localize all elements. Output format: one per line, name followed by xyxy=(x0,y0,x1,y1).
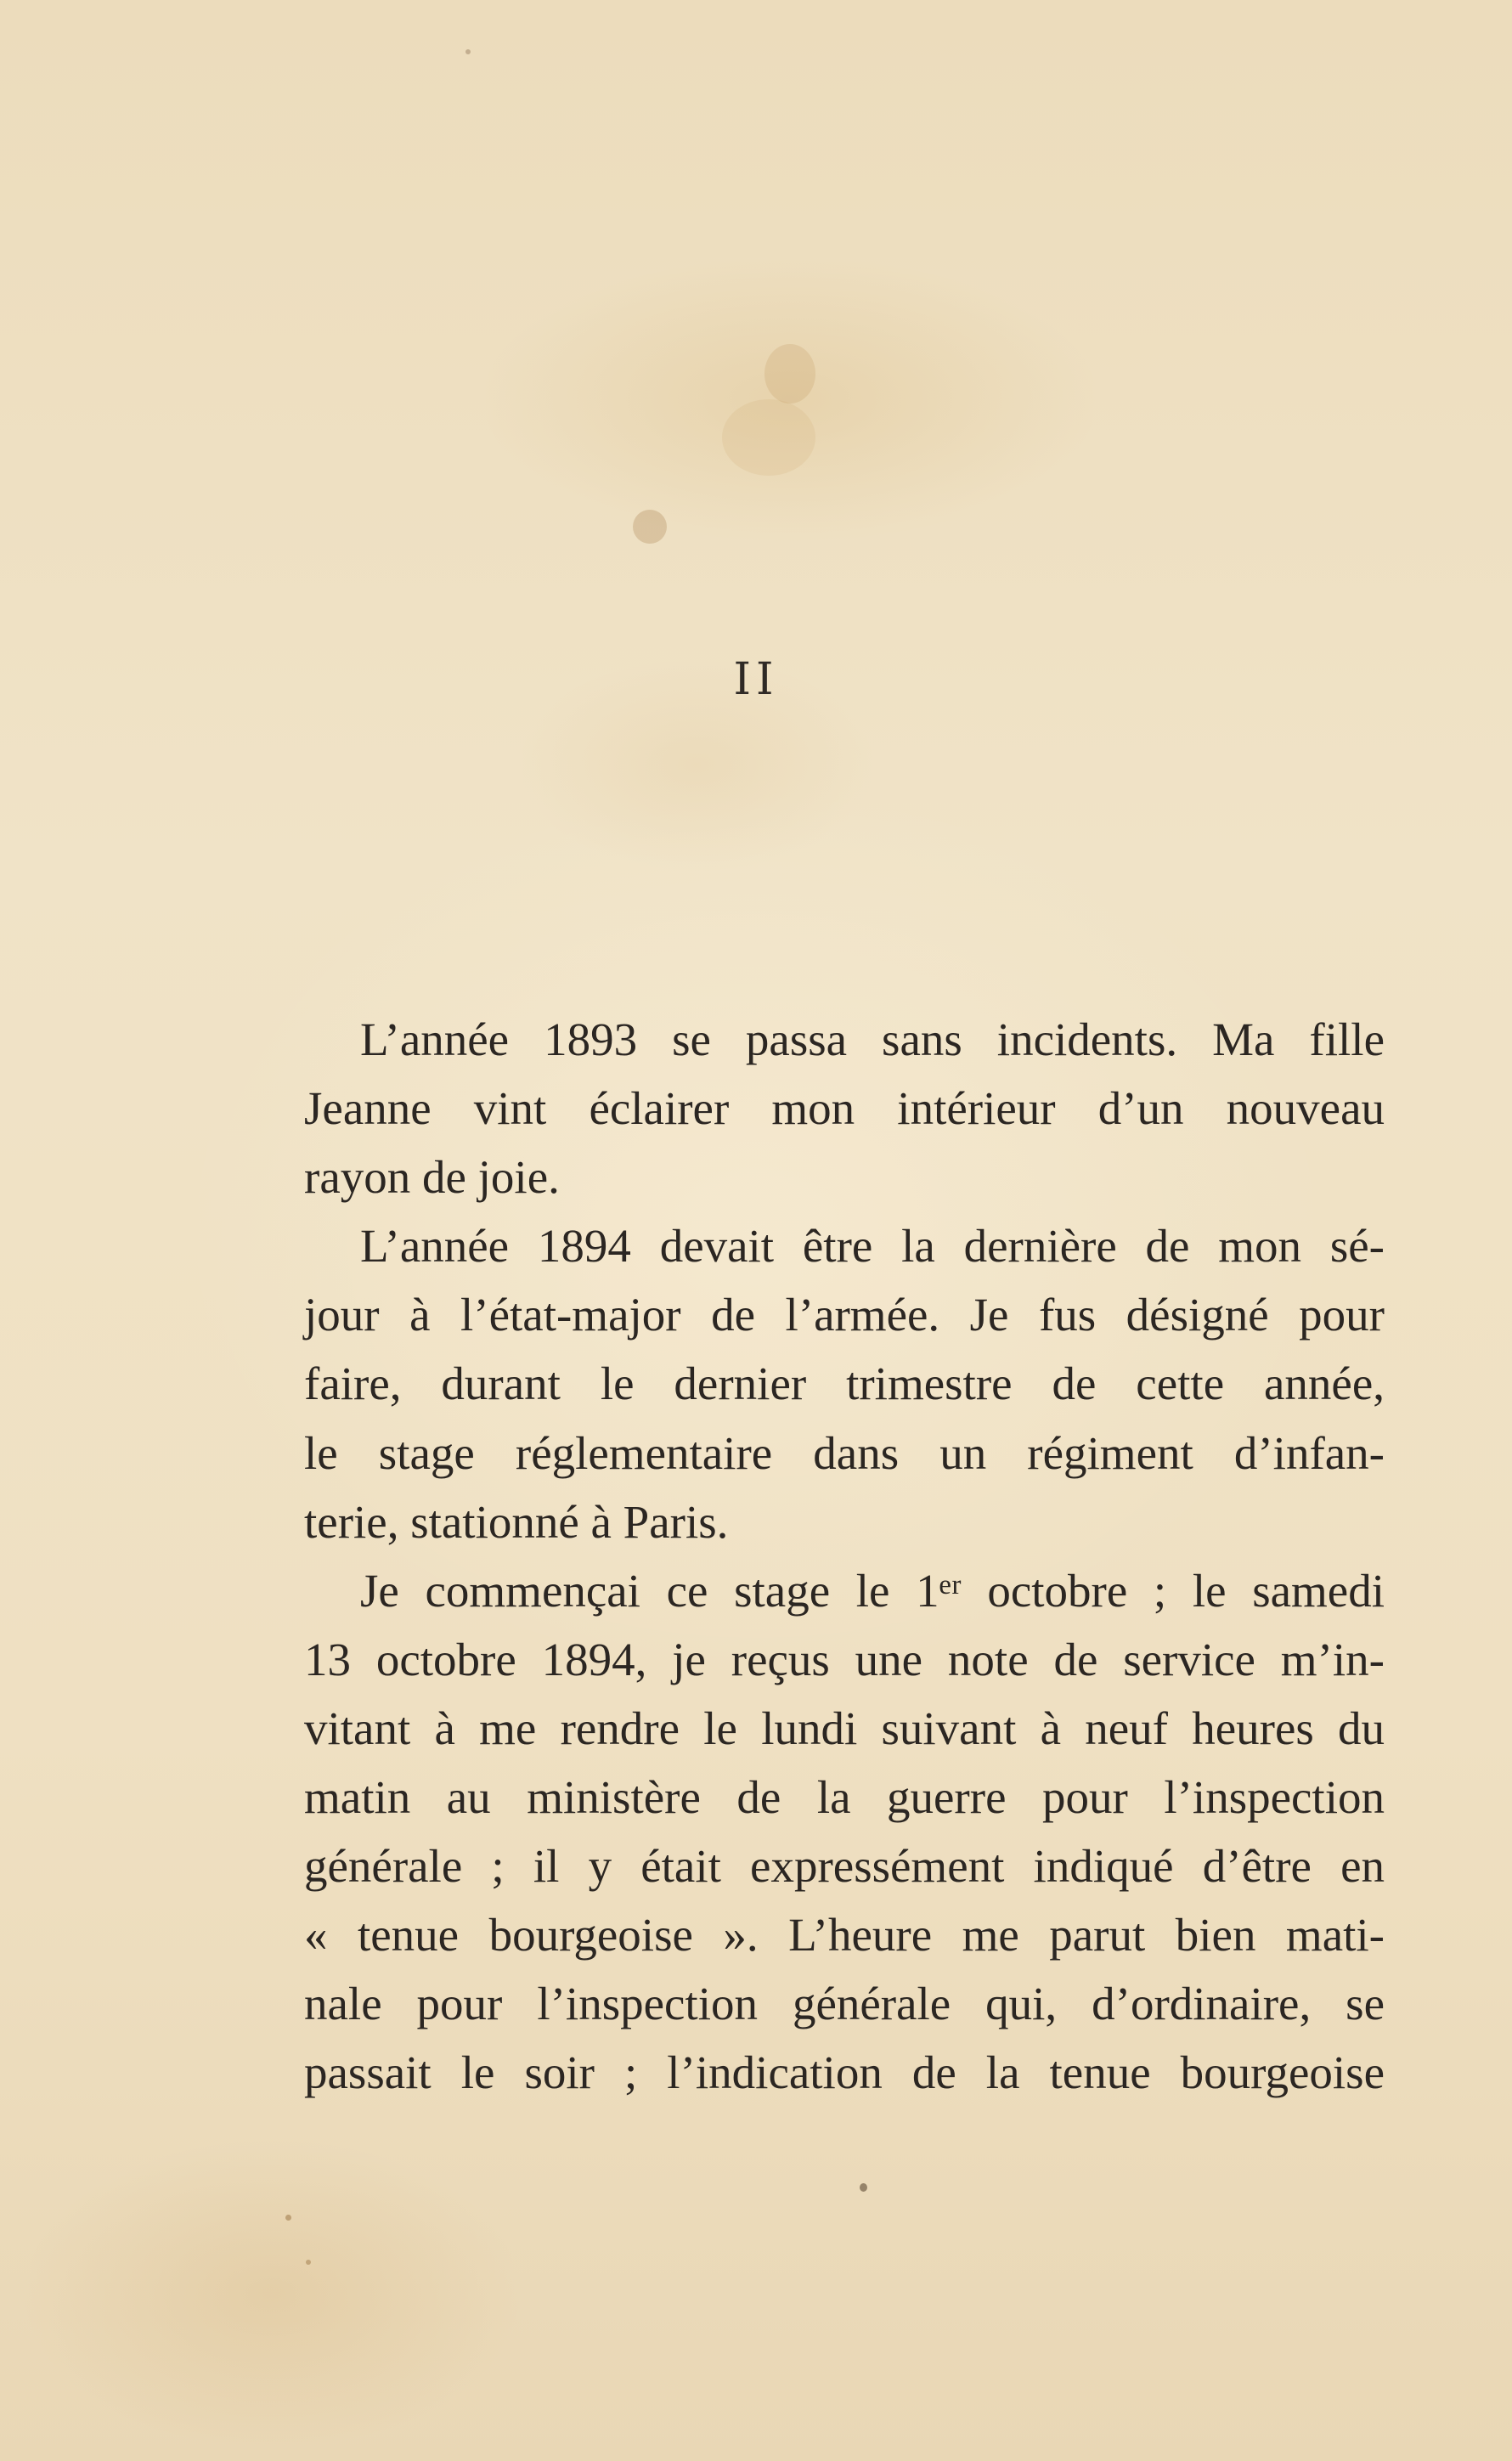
paper-speck xyxy=(860,2183,867,2192)
text-line: passait le soir ; l’indication de la tenue bourgeoise xyxy=(304,2046,1385,2099)
text-line: nale pour l’inspection générale qui, d’ordinaire, se xyxy=(304,1978,1385,2030)
text-line: vitant à me rendre le lundi suivant à neuf heures du xyxy=(304,1702,1385,1754)
text-line: matin au ministère de la guerre pour l’inspection xyxy=(304,1771,1385,1824)
text-line: le stage réglementaire dans un régiment d’infan- xyxy=(304,1426,1385,1479)
text-line: Je commençai ce stage le 1ᵉʳ octobre ; le samedi xyxy=(360,1564,1385,1617)
paper-stain xyxy=(764,344,815,404)
text-line: rayon de joie. xyxy=(304,1151,560,1204)
paper-speck xyxy=(465,49,471,54)
paper-speck xyxy=(306,2260,311,2265)
paragraph xyxy=(304,1005,1385,1211)
paragraph xyxy=(304,1556,1385,2108)
paragraph xyxy=(304,1211,1385,1555)
text-line: terie, stationné à Paris. xyxy=(304,1495,729,1548)
text-line: générale ; il y était expressément indiqué d’être en xyxy=(304,1840,1385,1893)
text-line: faire, durant le dernier trimestre de cette année, xyxy=(304,1358,1385,1410)
text-line: L’année 1893 se passa sans incidents. Ma fille xyxy=(360,1013,1385,1065)
text-line: jour à l’état-major de l’armée. Je fus désigné pour xyxy=(304,1289,1385,1341)
text-line: Jeanne vint éclairer mon intérieur d’un nouveau xyxy=(304,1082,1385,1135)
text-line: L’année 1894 devait être la dernière de mon sé- xyxy=(360,1220,1385,1273)
chapter-numeral: II xyxy=(733,654,779,705)
paper-stain xyxy=(722,399,815,476)
text-line: 13 octobre 1894, je reçus une note de service m’in- xyxy=(304,1633,1385,1685)
body-text xyxy=(304,1005,1385,2108)
paper-speck xyxy=(285,2215,291,2221)
text-line: « tenue bourgeoise ». L’heure me parut bien mati- xyxy=(304,1909,1385,1961)
paper-stain xyxy=(633,510,667,544)
